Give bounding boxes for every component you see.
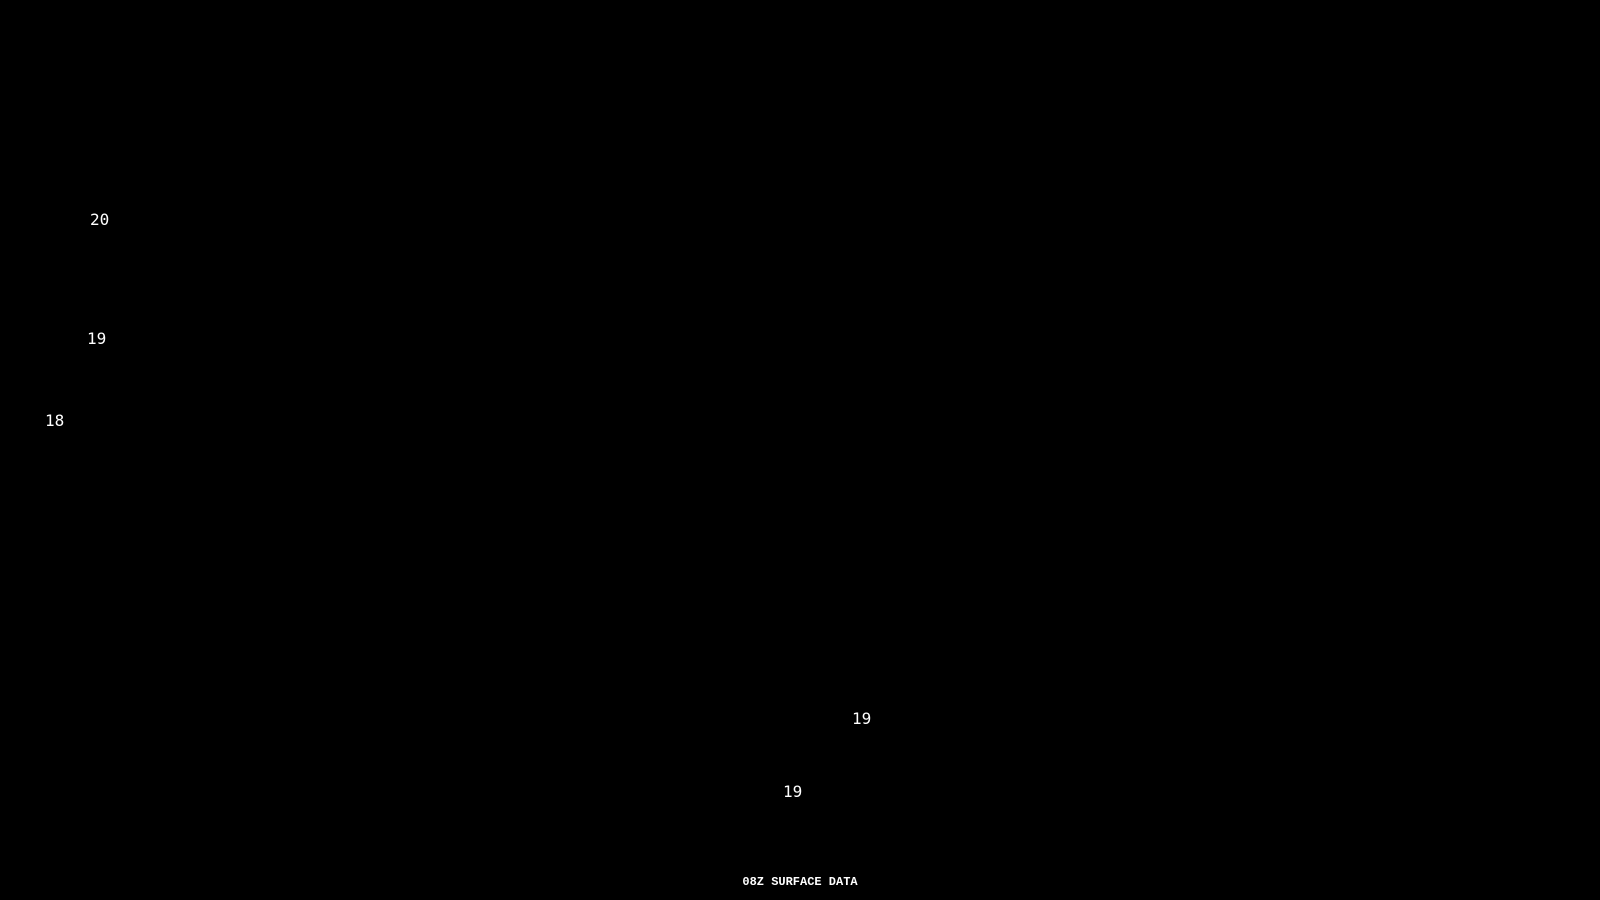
station-value-label: 20 [90,210,110,229]
map-title: 08Z SURFACE DATA [742,875,858,889]
station-value-label: 19 [87,329,107,348]
station-value-label: 19 [852,709,872,728]
station-value-label: 18 [45,411,65,430]
station-value-label: 19 [783,782,803,801]
